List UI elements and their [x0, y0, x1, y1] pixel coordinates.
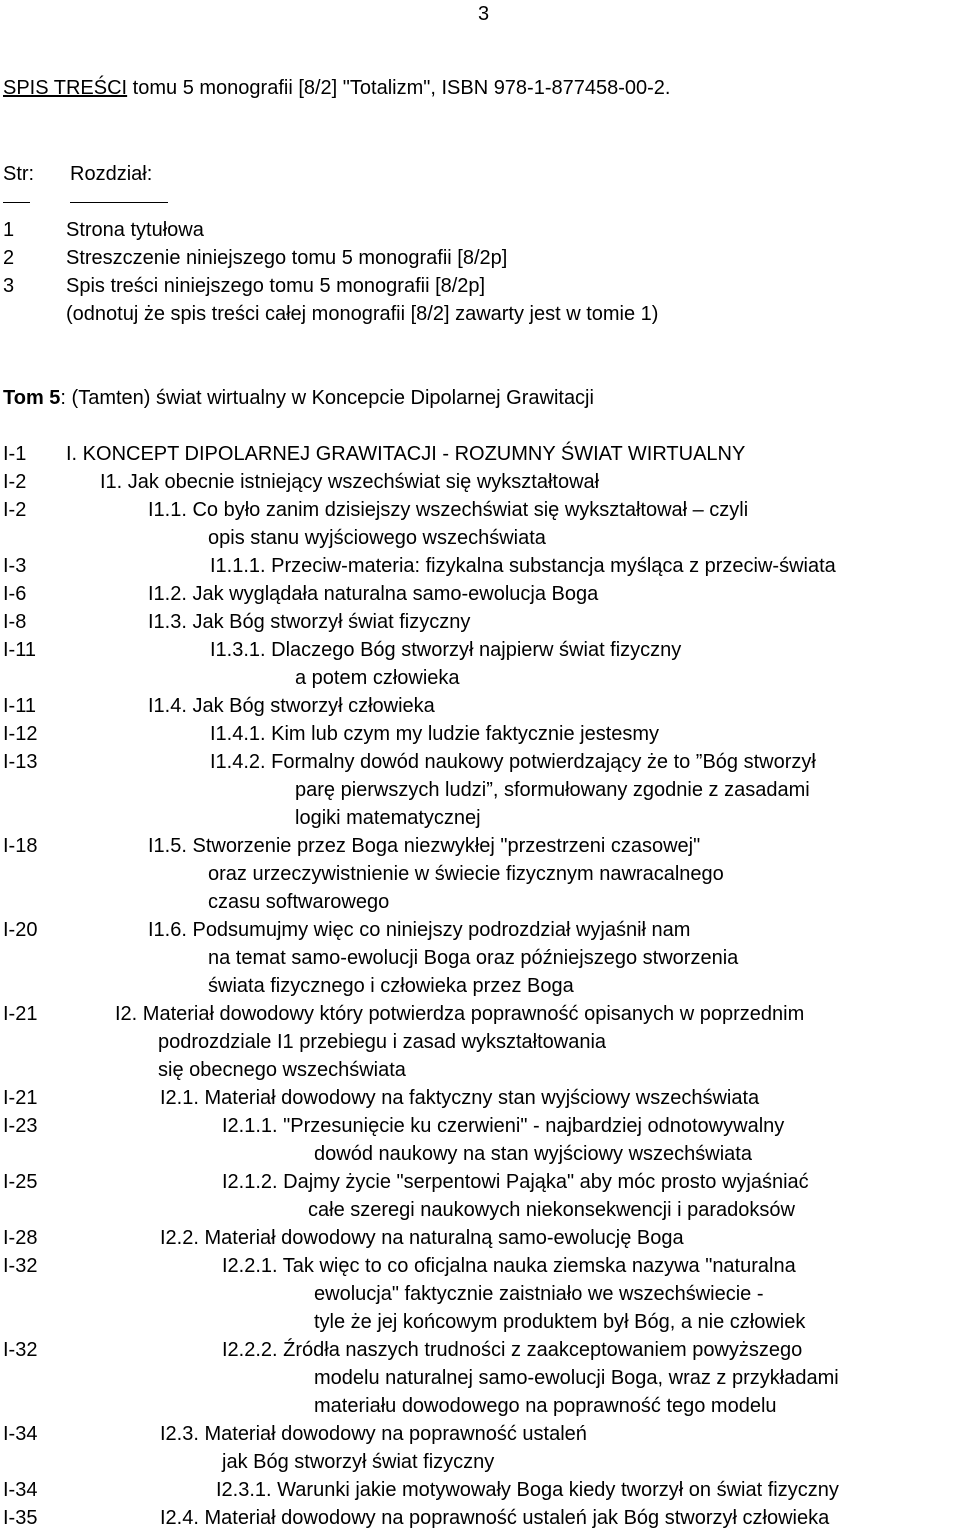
toc-entry-continuation: się obecnego wszechświata [158, 1059, 406, 1081]
front-item-text: Streszczenie niniejszego tomu 5 monografii [8/2p] [66, 247, 508, 269]
toc-entry-continuation: czasu softwarowego [208, 891, 390, 913]
toc-entry-continuation: a potem człowieka [295, 667, 460, 689]
toc-entry-title: I1.6. Podsumujmy więc co niniejszy podrozdział wyjaśnił nam [148, 919, 691, 941]
toc-entry-continuation: na temat samo-ewolucji Boga oraz późniejszego stworzenia [208, 947, 739, 969]
toc-entry-title: I1.4. Jak Bóg stworzył człowieka [148, 695, 435, 717]
toc-page-ref: I-8 [3, 611, 27, 633]
column-header-chapter: Rozdział: [70, 163, 153, 185]
toc-entry-continuation: jak Bóg stworzył świat fizyczny [222, 1451, 495, 1473]
toc-entry-continuation: całe szeregi naukowych niekonsekwencji i paradoksów [308, 1199, 795, 1221]
toc-page-ref: I-23 [3, 1115, 38, 1137]
front-item-page: 3 [3, 275, 15, 297]
toc-entry-continuation: ewolucja" faktycznie zaistniało we wszechświecie - [314, 1283, 764, 1305]
toc-page-ref: I-32 [3, 1255, 38, 1277]
toc-entry-title: I2.1.1. "Przesunięcie ku czerwieni" - najbardziej odnotowywalny [222, 1115, 785, 1137]
toc-page-ref: I-12 [3, 723, 38, 745]
front-item-text: Strona tytułowa [66, 219, 204, 241]
toc-entry-title: I1.4.2. Formalny dowód naukowy potwierdzający że to ”Bóg stworzył [210, 751, 816, 773]
toc-page-ref: I-6 [3, 583, 27, 605]
front-item-text: (odnotuj że spis treści całej monografii [8/2] zawarty jest w tomie 1) [66, 303, 659, 325]
column-rule-chapter [70, 202, 168, 203]
toc-entry-title: I. KONCEPT DIPOLARNEJ GRAWITACJI - ROZUMNY ŚWIAT WIRTUALNY [66, 443, 746, 465]
toc-entry-title: I2.4. Materiał dowodowy na poprawność ustaleń jak Bóg stworzył człowieka [160, 1507, 830, 1529]
toc-entry-title: I1.4.1. Kim lub czym my ludzie faktycznie jestesmy [210, 723, 660, 745]
toc-page-ref: I-28 [3, 1227, 38, 1249]
toc-entry-title: I1.3. Jak Bóg stworzył świat fizyczny [148, 611, 471, 633]
front-item-page: 2 [3, 247, 15, 269]
toc-entry-title: I2.2. Materiał dowodowy na naturalną samo-ewolucję Boga [160, 1227, 684, 1249]
toc-entry-title: I1.3.1. Dlaczego Bóg stworzył najpierw świat fizyczny [210, 639, 682, 661]
toc-page-ref: I-11 [3, 639, 36, 661]
toc-entry-title: I2.2.2. Źródła naszych trudności z zaakceptowaniem powyższego [222, 1339, 803, 1361]
toc-entry-title: I1. Jak obecnie istniejący wszechświat się wykształtował [100, 471, 600, 493]
toc-entry-title: I2. Materiał dowodowy który potwierdza poprawność opisanych w poprzednim [115, 1003, 805, 1025]
document-title [3, 74, 670, 102]
toc-page-ref: I-21 [3, 1087, 38, 1109]
title-underlined: SPIS TREŚCI [3, 77, 128, 99]
toc-entry-continuation: modelu naturalnej samo-ewolucji Boga, wraz z przykładami [314, 1367, 839, 1389]
toc-page-ref: I-11 [3, 695, 36, 717]
toc-page-ref: I-3 [3, 555, 27, 577]
volume-heading [3, 384, 594, 412]
page-number: 3 [478, 3, 490, 25]
toc-entry-title: I2.1. Materiał dowodowy na faktyczny stan wyjściowy wszechświata [160, 1087, 760, 1109]
toc-entry-continuation: logiki matematycznej [295, 807, 481, 829]
volume-label: Tom 5 [3, 387, 61, 409]
toc-entry-continuation: materiału dowodowego na poprawność tego modelu [314, 1395, 777, 1417]
toc-entry-title: I2.2.1. Tak więc to co oficjalna nauka ziemska nazywa "naturalna [222, 1255, 796, 1277]
volume-title: : (Tamten) świat wirtualny w Koncepcie Dipolarnej Grawitacji [60, 387, 594, 409]
toc-page-ref: I-13 [3, 751, 38, 773]
toc-page-ref: I-1 [3, 443, 27, 465]
toc-entry-continuation: oraz urzeczywistnienie w świecie fizycznym nawracalnego [208, 863, 724, 885]
toc-page-ref: I-35 [3, 1507, 38, 1529]
toc-entry-continuation: opis stanu wyjściowego wszechświata [208, 527, 546, 549]
toc-entry-title: I2.3. Materiał dowodowy na poprawność ustaleń [160, 1423, 587, 1445]
toc-entry-title: I1.1. Co było zanim dzisiejszy wszechświat się wykształtował – czyli [148, 499, 749, 521]
toc-entry-title: I1.5. Stworzenie przez Boga niezwykłej "przestrzeni czasowej" [148, 835, 701, 857]
toc-page-ref: I-32 [3, 1339, 38, 1361]
toc-entry-continuation: świata fizycznego i człowieka przez Boga [208, 975, 574, 997]
toc-entry-continuation: podrozdziale I1 przebiegu i zasad wykształtowania [158, 1031, 607, 1053]
toc-entry-title: I1.2. Jak wyglądała naturalna samo-ewolucja Boga [148, 583, 599, 605]
front-item-page: 1 [3, 219, 15, 241]
toc-page-ref: I-34 [3, 1423, 38, 1445]
title-rest: tomu 5 monografii [8/2] "Totalizm", ISBN 978-1-877458-00-2. [127, 77, 671, 99]
toc-entry-continuation: tyle że jej końcowym produktem był Bóg, a nie człowiek [314, 1311, 806, 1333]
front-item-text: Spis treści niniejszego tomu 5 monografii [8/2p] [66, 275, 486, 297]
toc-page-ref: I-2 [3, 499, 27, 521]
toc-page-ref: I-25 [3, 1171, 38, 1193]
toc-entry-continuation: parę pierwszych ludzi”, sformułowany zgodnie z zasadami [295, 779, 810, 801]
toc-page-ref: I-18 [3, 835, 38, 857]
toc-entry-title: I1.1.1. Przeciw-materia: fizykalna substancja myśląca z przeciw-świata [210, 555, 836, 577]
toc-entry-title: I2.1.2. Dajmy życie "serpentowi Pająka" aby móc prosto wyjaśniać [222, 1171, 809, 1193]
toc-page-ref: I-34 [3, 1479, 38, 1501]
toc-entry-title: I2.3.1. Warunki jakie motywowały Boga kiedy tworzył on świat fizyczny [216, 1479, 839, 1501]
column-header-page: Str: [3, 163, 35, 185]
toc-page-ref: I-21 [3, 1003, 38, 1025]
toc-page-ref: I-20 [3, 919, 38, 941]
toc-page-ref: I-2 [3, 471, 27, 493]
toc-entry-continuation: dowód naukowy na stan wyjściowy wszechświata [314, 1143, 752, 1165]
column-rule-page [3, 202, 30, 203]
